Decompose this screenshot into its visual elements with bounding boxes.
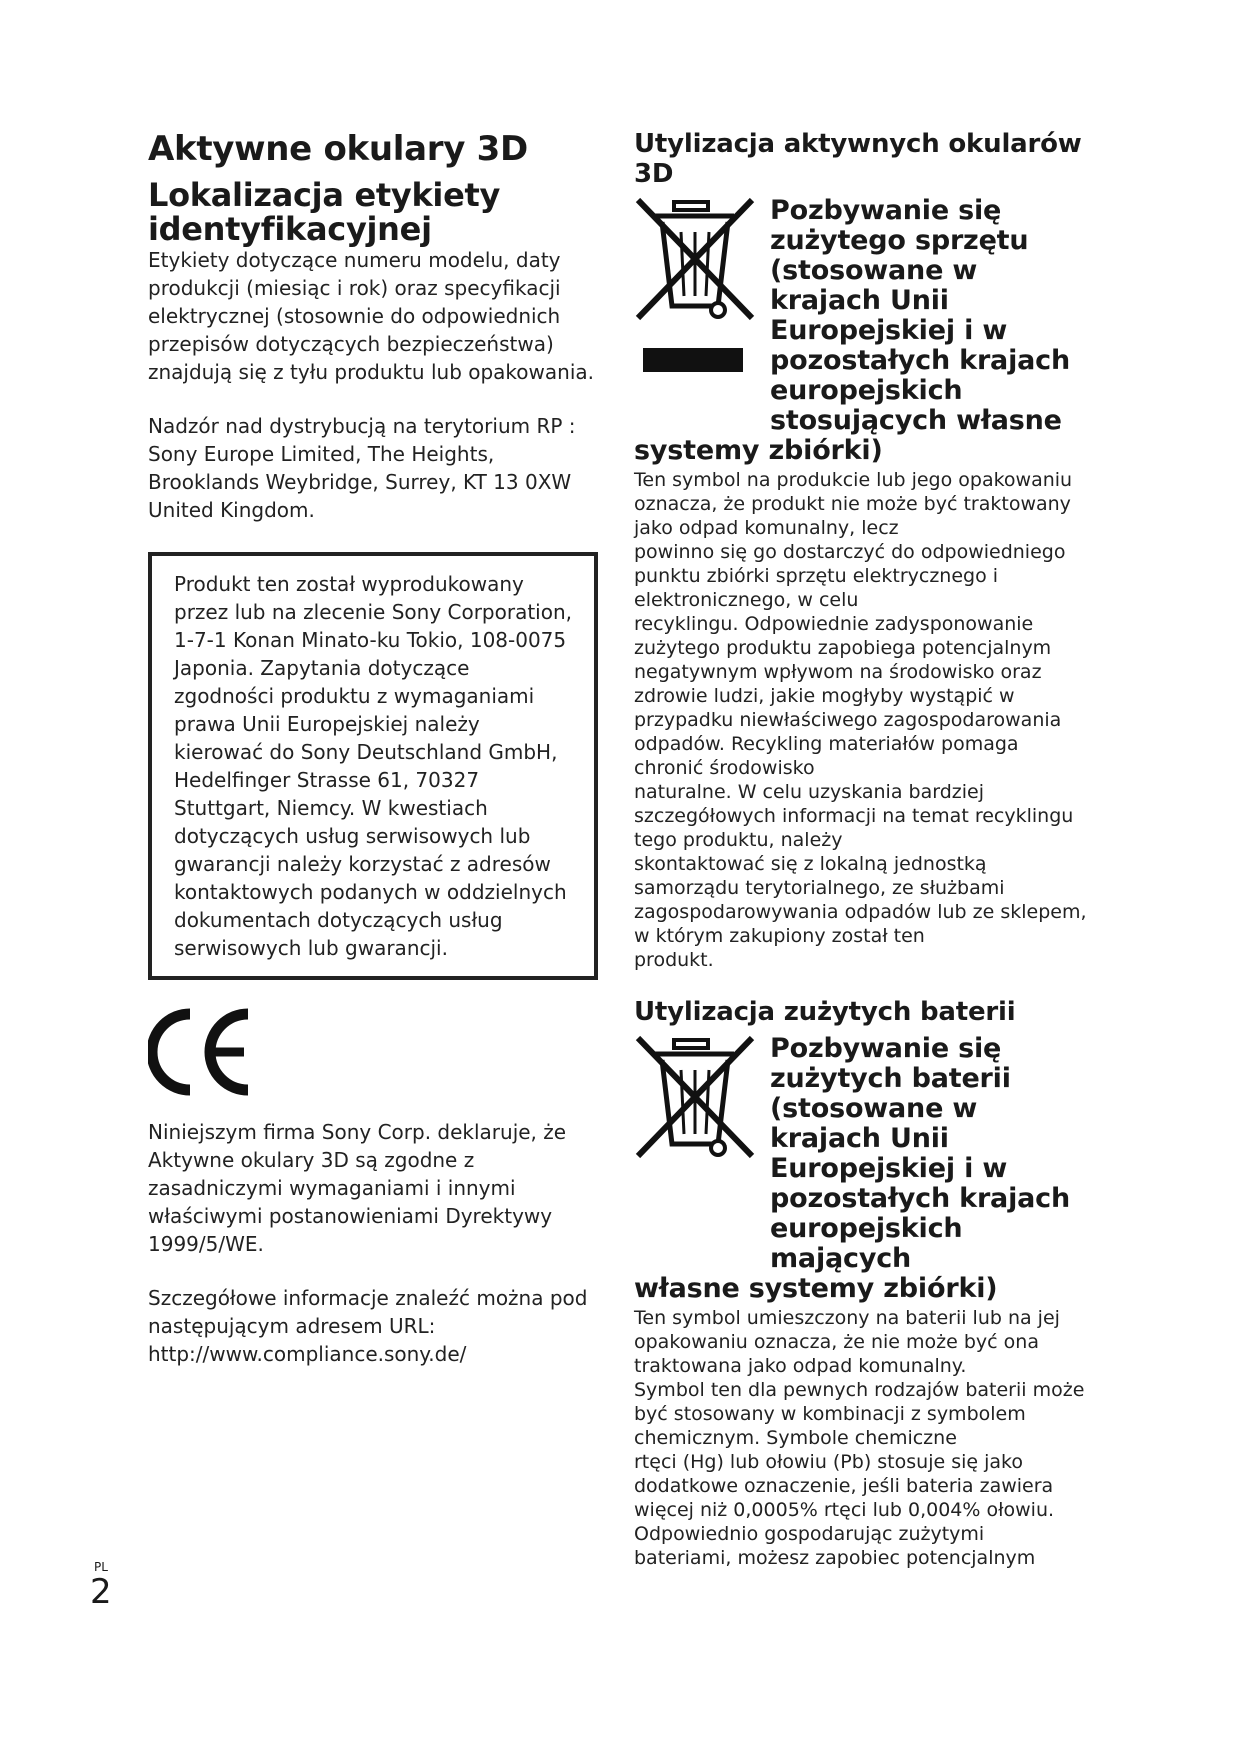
compliance-url-text: Szczegółowe informacje znaleźć można pod następującym adresem URL: http://www.compliance.sony.de/ <box>148 1286 588 1367</box>
manufacturer-text: Produkt ten został wyprodukowany przez lub na zlecenie Sony Corporation, 1-7-1 Konan Minato-ku Tokio, 108-0075 Japonia. Zapytania dotyczące zgodności produktu z wymaganiami prawa Unii Europejskiej należy kierować do Sony Deutschland GmbH, Hedelfinger Strasse 61, 70327 Stuttgart, Niemcy. W kwestiach dotyczących usług serwisowych lub gwarancji należy korzystać z adresów kontaktowych podanych w oddzielnych dokumentach dotyczących usług serwisowych lub gwarancji. <box>174 572 573 961</box>
distribution-text: Nadzór nad dystrybucją na terytorium RP : Sony Europe Limited, The Heights, Brooklands Weybridge, Surrey, KT 13 0XW United Kingdom. <box>148 414 576 523</box>
ce-mark-icon <box>148 1008 258 1096</box>
page-number: 2 <box>90 1572 112 1612</box>
equipment-text-1: Ten symbol na produkcie lub jego opakowaniu oznacza, że produkt nie może być traktowany jako odpad komunalny, lecz <box>634 468 1073 539</box>
equipment-text-5: naturalne. W celu uzyskania bardziej szczegółowych informacji na temat recyklingu tego produktu, należy <box>634 780 1074 851</box>
equipment-text-2: powinno się go dostarczyć do odpowiedniego punktu zbiórki sprzętu elektrycznego i elektronicznego, w celu <box>634 540 1066 611</box>
battery-disposal-heading-tail: własne systemy zbiórki) <box>634 1272 998 1304</box>
battery-text-1: Ten symbol umieszczony na baterii lub na jej opakowaniu oznacza, że nie może być ona traktowana jako odpad komunalny. <box>634 1306 1060 1377</box>
page-title: Aktywne okulary 3D <box>148 129 528 169</box>
equipment-text-6: skontaktować się z lokalną jednostką samorządu terytorialnego, ze służbami zagospodarowywania odpadów lub ze sklepem, w którym zakupiony został ten <box>634 852 1087 947</box>
battery-text-5: bateriami, możesz zapobiec potencjalnym <box>634 1546 1036 1569</box>
crossed-bin-icon <box>634 196 756 326</box>
manufacturer-box <box>148 552 598 980</box>
equipment-text-3: recyklingu. Odpowiednie zadysponowanie zużytego produktu zapobiega potencjalnym negatywnym wpływom na środowisko oraz zdrowie ludzi, jakie mogłyby wystąpić w <box>634 612 1052 707</box>
battery-disposal-heading: Pozbywanie się zużytych baterii (stosowane w krajach Unii Europejskiej i w pozostałych krajach europejskich mających <box>770 1032 1070 1274</box>
equipment-disposal-heading: Pozbywanie się zużytego sprzętu (stosowane w krajach Unii Europejskiej i w pozostałych krajach europejskich stosujących własne <box>770 194 1070 436</box>
page-language: PL <box>94 1560 108 1574</box>
label-location-heading: Lokalizacja etykiety identyfikacyjnej <box>148 176 501 248</box>
battery-disposal-block <box>634 1034 1089 1274</box>
equipment-text-7: produkt. <box>634 948 714 971</box>
equipment-disposal-heading-tail: systemy zbiórki) <box>634 434 883 466</box>
label-location-text: Etykiety dotyczące numeru modelu, daty produkcji (miesiąc i rok) oraz specyfikacji elektrycznej (stosownie do odpowiednich przepisów dotyczących bezpieczeństwa) znajdują się z tyłu produktu lub opakowania. <box>148 248 594 385</box>
glasses-disposal-heading: Utylizacja aktywnych okularów 3D <box>634 129 1082 189</box>
battery-text-2: Symbol ten dla pewnych rodzajów baterii może być stosowany w kombinacji z symbolem chemicznym. Symbole chemiczne <box>634 1378 1085 1449</box>
crossed-bin-battery-icon <box>634 1034 756 1164</box>
declaration-text: Niniejszym firma Sony Corp. deklaruje, że Aktywne okulary 3D są zgodne z zasadniczymi wymaganiami i innymi właściwymi postanowieniami Dyrektywy 1999/5/WE. <box>148 1120 567 1257</box>
separate-collection-bar <box>643 348 743 372</box>
battery-text-3: rtęci (Hg) lub ołowiu (Pb) stosuje się jako dodatkowe oznaczenie, jeśli bateria zawiera więcej niż 0,0005% rtęci lub 0,004% ołowiu. <box>634 1450 1055 1521</box>
battery-disposal-section-heading: Utylizacja zużytych baterii <box>634 996 1016 1027</box>
equipment-text-4: przypadku niewłaściwego zagospodarowania odpadów. Recykling materiałów pomaga chronić środowisko <box>634 708 1062 779</box>
left-column <box>148 130 598 1368</box>
battery-text-4: Odpowiednio gospodarując zużytymi <box>634 1522 985 1545</box>
right-column <box>634 130 1089 1570</box>
equipment-disposal-block <box>634 196 1089 436</box>
